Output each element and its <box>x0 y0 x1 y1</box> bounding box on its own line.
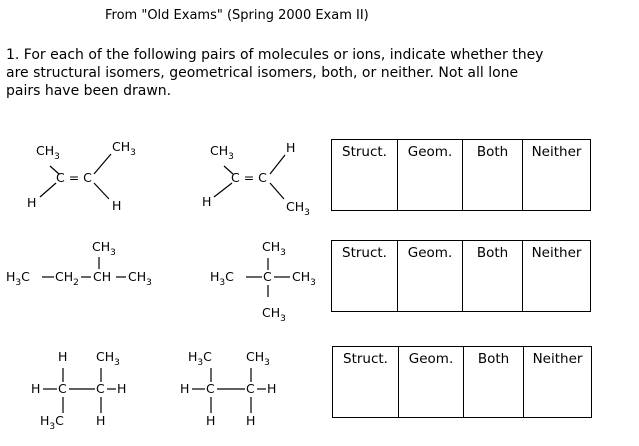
pair1-left-ch3-b: $CH_3$ <box>112 139 136 158</box>
pair2-right-c: C <box>263 269 272 284</box>
pair3-left-h-top: H <box>58 349 68 364</box>
pair1-left-h-b: H <box>112 198 122 213</box>
pair3-right-c1: C <box>206 381 215 396</box>
pair3-right-h3c-top: $H_3C$ <box>188 349 212 368</box>
pair1-right-cc: C = C <box>231 170 267 185</box>
pair3-left-h-bottom: H <box>96 413 106 428</box>
pair3-right-h-left: H <box>180 381 190 396</box>
pair1-right-h-b: H <box>202 194 212 209</box>
pair1-right-ch3-a: $CH_3$ <box>210 143 234 162</box>
pair1-left-cc: C = C <box>56 170 92 185</box>
pair3-right-c2: C <box>246 381 255 396</box>
pair2-left-ch3-top: $CH_3$ <box>92 239 116 258</box>
pair3-left-h-left: H <box>31 381 41 396</box>
answer-neither-pair2[interactable]: Neither <box>523 241 591 312</box>
pair2-left-ch3-right: $CH_3$ <box>128 269 152 288</box>
pair3-left-h3c-bottom: $H_3C$ <box>40 413 64 432</box>
answer-struct-pair3[interactable]: Struct. <box>333 347 399 418</box>
pair1-right-ch3-b: $CH_3$ <box>286 199 310 218</box>
pair3-left-h-right: H <box>117 381 127 396</box>
answer-table-pair3 <box>332 346 592 418</box>
pair3-left-c1: C <box>58 381 67 396</box>
pair3-right-h-bottom-a: H <box>206 413 216 428</box>
pair2-right-ch3-top: $CH_3$ <box>262 239 286 258</box>
pair3-right-h-right: H <box>267 381 277 396</box>
answer-struct-pair1[interactable]: Struct. <box>332 140 398 211</box>
question-line-1: 1. For each of the following pairs of molecules or ions, indicate whether they <box>6 47 544 63</box>
pair2-left-ch2: $CH_2$ <box>55 269 79 288</box>
pair3-left-ch3-top: $CH_3$ <box>96 349 120 368</box>
answer-neither-pair1[interactable]: Neither <box>523 140 591 211</box>
pair1-right-h-a: H <box>286 140 296 155</box>
pair3-right-ch3-top: $CH_3$ <box>246 349 270 368</box>
question-line-3: pairs have been drawn. <box>6 83 172 99</box>
question-line-2: are structural isomers, geometrical isomers, both, or neither. Not all lone <box>6 65 519 81</box>
pair2-left-ch: CH <box>93 269 112 284</box>
answer-table-pair1 <box>331 139 591 211</box>
pair2-left-h3c: $H_3C$ <box>6 269 30 288</box>
page-title: From "Old Exams" (Spring 2000 Exam II) <box>105 8 369 23</box>
answer-table-pair2 <box>331 240 591 312</box>
pair3-left-c2: C <box>96 381 105 396</box>
pair2-right-ch3-right: $CH_3$ <box>292 269 316 288</box>
pair1-left-ch3-a: $CH_3$ <box>36 143 60 162</box>
answer-geom-pair3[interactable]: Geom. <box>399 347 464 418</box>
pair1-left-h-a: H <box>27 195 37 210</box>
answer-both-pair1[interactable]: Both <box>463 140 523 211</box>
answer-geom-pair1[interactable]: Geom. <box>398 140 463 211</box>
pair3-right-h-bottom-b: H <box>246 413 256 428</box>
answer-struct-pair2[interactable]: Struct. <box>332 241 398 312</box>
answer-geom-pair2[interactable]: Geom. <box>398 241 463 312</box>
pair2-right-h3c: $H_3C$ <box>210 269 234 288</box>
answer-neither-pair3[interactable]: Neither <box>524 347 592 418</box>
answer-both-pair2[interactable]: Both <box>463 241 523 312</box>
pair2-right-ch3-bottom: $CH_3$ <box>262 305 286 324</box>
answer-both-pair3[interactable]: Both <box>464 347 524 418</box>
